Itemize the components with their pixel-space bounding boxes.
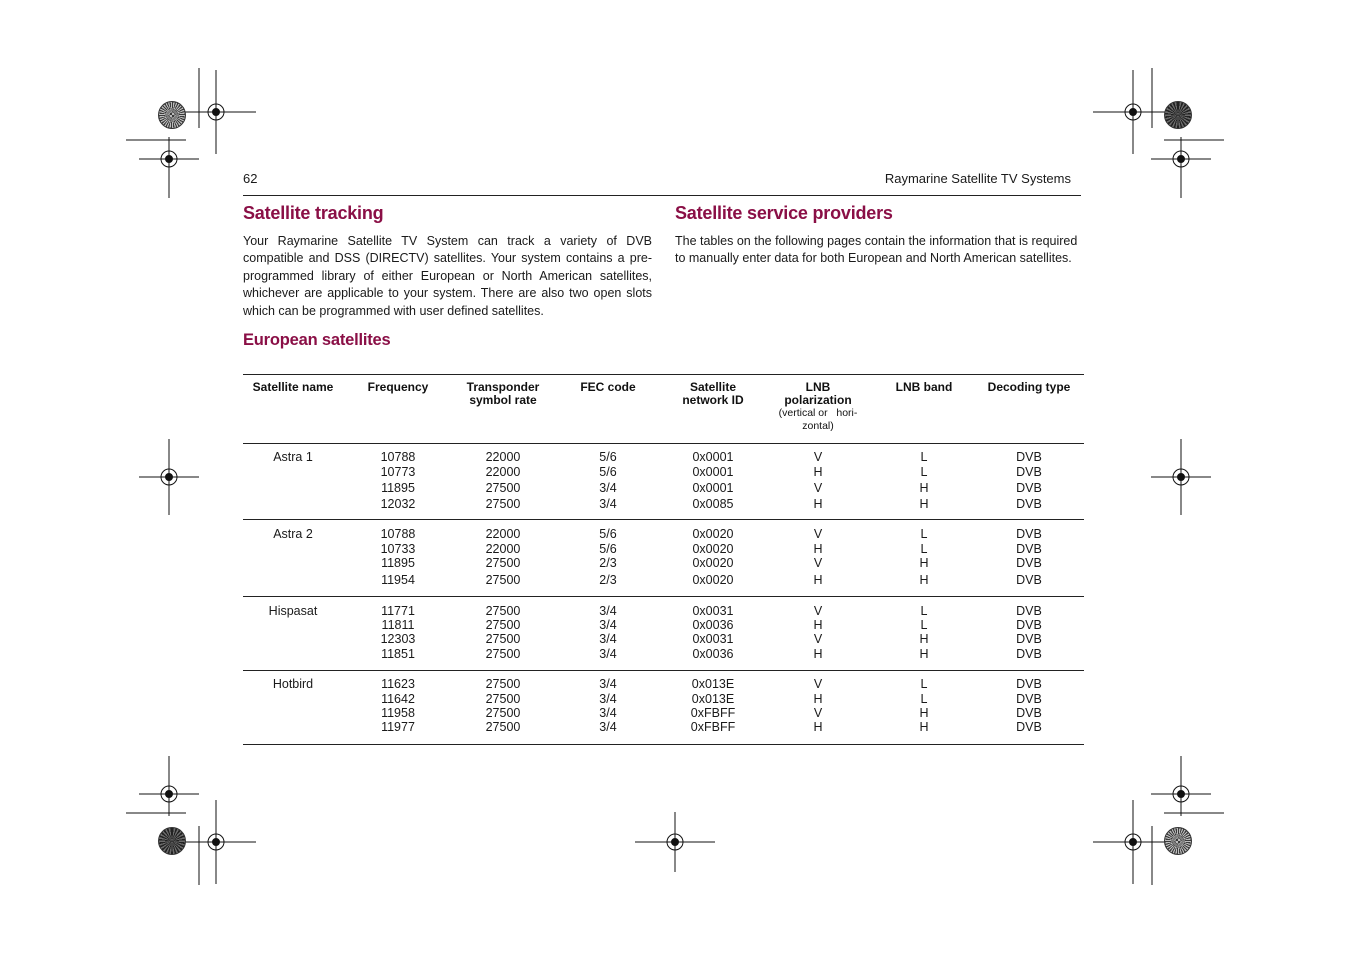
lnb-band-cell: L (920, 527, 928, 541)
decoding-type-cell: DVB (1016, 691, 1042, 706)
symbol-rate-cell: 22000 (485, 450, 521, 464)
lnb-polarization-cell: V (813, 556, 823, 571)
fec-code-cell: 3/4 (599, 496, 617, 511)
decoding-type-cell: DVB (1016, 450, 1042, 464)
symbol-rate-cell: 27500 (485, 480, 521, 495)
fec-code-cell: 5/6 (599, 527, 617, 541)
network-id-cell: 0x0020 (692, 556, 734, 571)
lnb-polarization-cell: V (813, 450, 823, 464)
frequency-cell: 11958 (381, 705, 415, 720)
frequency-cell: 11851 (381, 647, 415, 661)
fec-code-cell: 3/4 (599, 632, 617, 647)
network-id-cell: 0x0001 (692, 464, 734, 479)
lnb-band-cell: L (920, 677, 928, 691)
network-id-cell: 0x0020 (692, 541, 734, 556)
frequency-cell: 10733 (380, 541, 416, 556)
symbol-rate-cell: 27500 (485, 604, 521, 618)
symbol-rate-cell: 22000 (485, 541, 521, 556)
decoding-type-cell: DVB (1016, 541, 1042, 556)
service-providers-paragraph: The tables on the following pages contain the information that is required to manually enter data for both European and North American satellites. (675, 234, 1078, 266)
lnb-polarization-cell: H (813, 464, 823, 479)
lnb-band-cell: L (920, 541, 928, 556)
decoding-type-cell: DVB (1016, 632, 1042, 647)
frequency-cell: 12032 (380, 496, 416, 511)
fec-code-cell: 3/4 (599, 720, 617, 735)
fec-code-cell: 5/6 (599, 541, 617, 556)
symbol-rate-cell: 22000 (485, 464, 521, 479)
symbol-rate-cell: 27500 (485, 720, 521, 735)
fec-code-cell: 3/4 (599, 677, 617, 691)
network-id-cell: 0xFBFF (690, 720, 736, 735)
network-id-cell: 0x0031 (692, 604, 734, 618)
fec-code-cell: 3/4 (599, 705, 617, 720)
section-heading-service-providers: Satellite service providers (675, 203, 893, 223)
decoding-type-cell: DVB (1016, 647, 1042, 661)
decoding-type-cell: DVB (1016, 677, 1042, 691)
symbol-rate-cell: 27500 (485, 618, 521, 633)
network-id-cell: 0xFBFF (690, 705, 736, 720)
registration-disc-icon (1164, 827, 1192, 855)
symbol-rate-cell: 27500 (485, 647, 521, 661)
network-id-cell: 0x0085 (692, 496, 734, 511)
table-header-rule (243, 443, 1084, 444)
fec-code-cell: 2/3 (599, 572, 617, 587)
symbol-rate-cell: 22000 (485, 527, 521, 541)
frequency-cell: 10773 (380, 464, 416, 479)
fec-code-cell: 5/6 (599, 450, 617, 464)
column-header-symbol-rate: Transponder symbol rate (466, 380, 540, 407)
network-id-cell: 0x0036 (692, 647, 734, 661)
network-id-cell: 0x013E (691, 691, 735, 706)
network-id-cell: 0x0020 (692, 572, 734, 587)
symbol-rate-cell: 27500 (485, 677, 521, 691)
frequency-cell: 11977 (381, 720, 415, 735)
lnb-polarization-cell: V (813, 677, 823, 691)
frequency-cell: 12303 (380, 632, 416, 647)
fec-code-cell: 3/4 (599, 691, 617, 706)
group-separator-rule (243, 744, 1084, 745)
decoding-type-cell: DVB (1016, 556, 1042, 571)
registration-disc-icon (158, 827, 186, 855)
lnb-polarization-cell: V (813, 527, 823, 541)
group-separator-rule (243, 596, 1084, 597)
lnb-band-cell: L (920, 691, 928, 706)
frequency-cell: 11811 (381, 618, 415, 633)
frequency-cell: 11895 (381, 480, 415, 495)
column-header-decoding-type: Decoding type (987, 380, 1071, 394)
decoding-type-cell: DVB (1016, 464, 1042, 479)
lnb-polarization-cell: H (813, 618, 823, 633)
fec-code-cell: 3/4 (599, 647, 617, 661)
network-id-cell: 0x0036 (692, 618, 734, 633)
decoding-type-cell: DVB (1016, 720, 1042, 735)
section-heading-satellite-tracking: Satellite tracking (243, 203, 384, 223)
network-id-cell: 0x0001 (692, 480, 734, 495)
registration-disc-icon (1164, 101, 1192, 129)
symbol-rate-cell: 27500 (485, 572, 521, 587)
symbol-rate-cell: 27500 (485, 632, 521, 647)
lnb-band-cell: L (920, 618, 928, 633)
frequency-cell: 11771 (381, 604, 415, 618)
frequency-cell: 11954 (381, 572, 415, 587)
group-separator-rule (243, 670, 1084, 671)
network-id-cell: 0x013E (691, 677, 735, 691)
satellite-name-cell: Astra 1 (273, 450, 313, 464)
lnb-polarization-cell: V (813, 705, 823, 720)
frequency-cell: 11642 (381, 691, 415, 706)
section-heading-european-satellites: European satellites (243, 331, 391, 349)
symbol-rate-cell: 27500 (485, 691, 521, 706)
lnb-band-cell: H (919, 705, 929, 720)
header-rule (243, 195, 1081, 196)
lnb-polarization-cell: H (813, 541, 823, 556)
satellite-name-cell: Hotbird (272, 677, 314, 691)
lnb-band-cell: H (919, 556, 929, 571)
lnb-band-cell: L (920, 464, 928, 479)
lnb-polarization-cell: H (813, 691, 823, 706)
satellite-tracking-paragraph: Your Raymarine Satellite TV System can track a variety of DVB compatible and DSS (DIRECTV) satellites. Your system contains a pre-programmed library of either European or North American satellites, whichever are applicable to your system. There are also two open slots which can be programmed with user defined satellites. (243, 234, 652, 318)
page-number: 62 (243, 171, 258, 186)
frequency-cell: 10788 (380, 527, 416, 541)
fec-code-cell: 5/6 (599, 464, 617, 479)
lnb-polarization-cell: H (813, 720, 823, 735)
fec-code-cell: 3/4 (599, 604, 617, 618)
lnb-polarization-cell: H (813, 647, 823, 661)
satellite-name-cell: Astra 2 (273, 527, 313, 541)
running-title: Raymarine Satellite TV Systems (884, 171, 1071, 186)
decoding-type-cell: DVB (1016, 527, 1042, 541)
lnb-polarization-cell: H (813, 572, 823, 587)
lnb-polarization-cell: V (813, 604, 823, 618)
lnb-band-cell: H (919, 647, 929, 661)
lnb-polarization-cell: V (813, 480, 823, 495)
symbol-rate-cell: 27500 (485, 556, 521, 571)
symbol-rate-cell: 27500 (485, 705, 521, 720)
symbol-rate-cell: 27500 (485, 496, 521, 511)
lnb-polarization-cell: V (813, 632, 823, 647)
decoding-type-cell: DVB (1016, 496, 1042, 511)
decoding-type-cell: DVB (1016, 480, 1042, 495)
registration-disc-icon (158, 101, 186, 129)
fec-code-cell: 2/3 (599, 556, 617, 571)
network-id-cell: 0x0020 (692, 527, 734, 541)
frequency-cell: 11895 (381, 556, 415, 571)
lnb-band-cell: L (920, 450, 928, 464)
satellite-name-cell: Hispasat (268, 604, 318, 618)
lnb-band-cell: H (919, 632, 929, 647)
lnb-band-cell: H (919, 720, 929, 735)
table-top-rule (243, 374, 1084, 375)
fec-code-cell: 3/4 (599, 480, 617, 495)
column-header-fec-code: FEC code (580, 380, 636, 394)
column-header-frequency: Frequency (367, 380, 429, 394)
fec-code-cell: 3/4 (599, 618, 617, 633)
decoding-type-cell: DVB (1016, 572, 1042, 587)
column-header-network-id: Satellite network ID (682, 380, 744, 407)
frequency-cell: 11623 (381, 677, 415, 691)
group-separator-rule (243, 519, 1084, 520)
network-id-cell: 0x0031 (692, 632, 734, 647)
lnb-band-cell: H (919, 480, 929, 495)
column-header-lnb-band: LNB band (895, 380, 953, 394)
lnb-band-cell: L (920, 604, 928, 618)
column-header-lnb-polarization: LNB polarization (vertical or hori- zontal) (778, 380, 858, 432)
decoding-type-cell: DVB (1016, 604, 1042, 618)
lnb-polarization-cell: H (813, 496, 823, 511)
decoding-type-cell: DVB (1016, 618, 1042, 633)
lnb-band-cell: H (919, 496, 929, 511)
lnb-band-cell: H (919, 572, 929, 587)
frequency-cell: 10788 (380, 450, 416, 464)
network-id-cell: 0x0001 (692, 450, 734, 464)
decoding-type-cell: DVB (1016, 705, 1042, 720)
column-header-satellite-name: Satellite name (252, 380, 334, 394)
